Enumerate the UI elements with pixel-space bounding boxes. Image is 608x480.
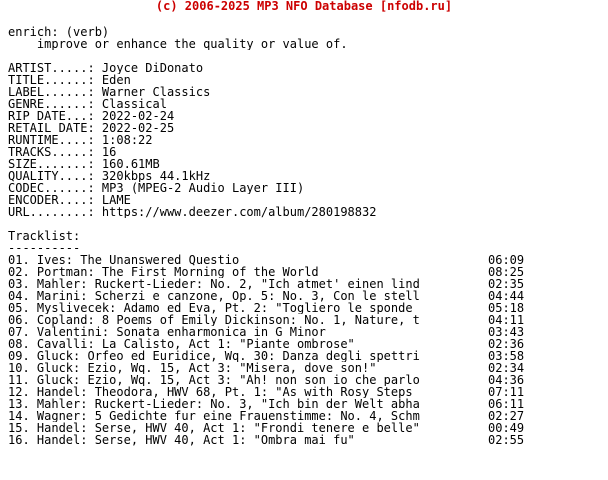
tracklist-heading: Tracklist: [8,230,81,242]
track-title: 11. Gluck: Ezio, Wq. 15, Act 3: "Ah! non son io che parlo [8,374,420,386]
track-title: 09. Gluck: Orfeo ed Euridice, Wq. 30: Danza degli spettri [8,350,420,362]
track-duration: 02:35 [488,278,525,290]
track-duration: 00:49 [488,422,525,434]
track-title: 01. Ives: The Unanswered Questio [8,254,240,266]
track-title: 10. Gluck: Ezio, Wq. 15, Act 3: "Misera, dove son!" [8,362,377,374]
track-duration: 04:44 [488,290,525,302]
tracklist [8,254,604,446]
info-codec: CODEC......: MP3 (MPEG-2 Audio Layer III) [8,182,305,194]
nfo-content [8,26,604,446]
info-url: URL........: https://www.deezer.com/album/280198832 [8,206,377,218]
track-duration: 06:09 [488,254,525,266]
info-encoder: ENCODER....: LAME [8,194,131,206]
track-duration: 02:36 [488,338,525,350]
track-row [8,278,604,290]
track-row [8,350,604,362]
info-rip-date: RIP DATE...: 2022-02-24 [8,110,175,122]
track-duration: 07:11 [488,386,525,398]
track-duration: 04:11 [488,314,525,326]
info-label: LABEL......: Warner Classics [8,86,211,98]
track-row [8,302,604,314]
track-title: 02. Portman: The First Morning of the World [8,266,319,278]
track-row [8,374,604,386]
track-duration: 04:36 [488,374,525,386]
track-title: 03. Mahler: Ruckert-Lieder: No. 2, "Ich atmet' einen lind [8,278,420,290]
track-title: 12. Handel: Theodora, HWV 68, Pt. 1: "As with Rosy Steps [8,386,413,398]
info-artist: ARTIST.....: Joyce DiDonato [8,62,204,74]
definition-term: enrich: (verb) [8,26,110,38]
info-runtime: RUNTIME....: 1:08:22 [8,134,153,146]
info-tracks: TRACKS.....: 16 [8,146,117,158]
track-row [8,398,604,410]
track-row [8,422,604,434]
track-title: 08. Cavalli: La Calisto, Act 1: "Piante ombrose" [8,338,355,350]
track-title: 07. Valentini: Sonata enharmonica in G Minor [8,326,326,338]
track-duration: 08:25 [488,266,525,278]
info-retail-date: RETAIL DATE: 2022-02-25 [8,122,175,134]
track-title: 06. Copland: 8 Poems of Emily Dickinson: No. 1, Nature, t [8,314,420,326]
track-row [8,434,604,446]
track-title: 14. Wagner: 5 Gedichte fur eine Frauenstimme: No. 4, Schm [8,410,420,422]
info-size: SIZE.......: 160.61MB [8,158,160,170]
track-title: 05. Myslivecek: Adamo ed Eva, Pt. 2: "Togliero le sponde [8,302,413,314]
track-row [8,338,604,350]
track-title: 04. Marini: Scherzi e canzone, Op. 5: No. 3, Con le stell [8,290,420,302]
info-title: TITLE......: Eden [8,74,131,86]
track-title: 13. Mahler: Ruckert-Lieder: No. 3, "Ich bin der Welt abha [8,398,420,410]
track-duration: 02:34 [488,362,525,374]
spacer [8,50,604,62]
track-duration: 02:55 [488,434,525,446]
definition-meaning: improve or enhance the quality or value of. [8,38,348,50]
track-row [8,254,604,266]
track-duration: 05:18 [488,302,525,314]
info-quality: QUALITY....: 320kbps 44.1kHz [8,170,211,182]
tracklist-rule: ---------- [8,242,81,254]
track-row [8,410,604,422]
track-row [8,290,604,302]
release-info [8,62,604,218]
info-genre: GENRE......: Classical [8,98,167,110]
track-duration: 06:11 [488,398,525,410]
track-row [8,386,604,398]
track-title: 15. Handel: Serse, HWV 40, Act 1: "Frondi tenere e belle" [8,422,420,434]
spacer [8,218,604,230]
track-row [8,362,604,374]
track-duration: 02:27 [488,410,525,422]
track-duration: 03:58 [488,350,525,362]
track-row [8,326,604,338]
track-title: 16. Handel: Serse, HWV 40, Act 1: "Ombra mai fu" [8,434,355,446]
track-row [8,266,604,278]
track-row [8,314,604,326]
track-duration: 03:43 [488,326,525,338]
copyright-banner: (c) 2006-2025 MP3 NFO Database [nfodb.ru] [155,0,453,13]
